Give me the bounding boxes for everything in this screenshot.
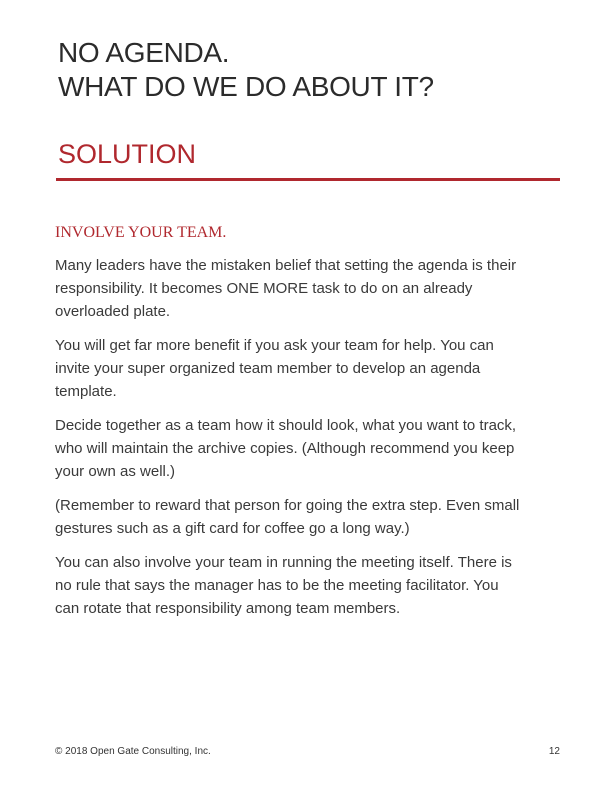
page-title-line-2: WHAT DO WE DO ABOUT IT? bbox=[58, 71, 434, 102]
paragraph-line: (Remember to reward that person for going the extra step. Even small bbox=[55, 497, 520, 514]
section-heading: SOLUTION bbox=[58, 139, 197, 169]
paragraph-2 bbox=[55, 334, 565, 403]
paragraph-line: Many leaders have the mistaken belief that setting the agenda is their bbox=[55, 257, 517, 274]
footer-page-number: 12 bbox=[548, 746, 560, 757]
paragraph-line: who will maintain the archive copies. (Although recommend you keep bbox=[55, 440, 515, 457]
paragraph-4 bbox=[55, 494, 565, 540]
paragraph-line: no rule that says the manager has to be the meeting facilitator. You bbox=[55, 577, 499, 594]
paragraph-line: You will get far more benefit if you ask your team for help. You can bbox=[55, 337, 494, 354]
section-subheading: INVOLVE YOUR TEAM. bbox=[55, 224, 227, 241]
paragraph-line: can rotate that responsibility among team members. bbox=[55, 600, 401, 617]
paragraph-line: your own as well.) bbox=[55, 463, 176, 480]
footer-copyright: © 2018 Open Gate Consulting, Inc. bbox=[55, 746, 211, 757]
body-text bbox=[55, 254, 565, 631]
paragraph-line: You can also involve your team in running the meeting itself. There is bbox=[55, 554, 512, 571]
paragraph-line: gestures such as a gift card for coffee go a long way.) bbox=[55, 520, 410, 537]
paragraph-line: responsibility. It becomes ONE MORE task to do on an already bbox=[55, 280, 473, 297]
paragraph-line: template. bbox=[55, 383, 117, 400]
page-title bbox=[58, 36, 578, 104]
paragraph-5 bbox=[55, 551, 565, 620]
page-title-line-1: NO AGENDA. bbox=[58, 37, 230, 68]
paragraph-3 bbox=[55, 414, 565, 483]
section-divider bbox=[56, 178, 560, 181]
paragraph-1 bbox=[55, 254, 565, 323]
paragraph-line: invite your super organized team member to develop an agenda bbox=[55, 360, 481, 377]
paragraph-line: Decide together as a team how it should look, what you want to track, bbox=[55, 417, 517, 434]
paragraph-line: overloaded plate. bbox=[55, 303, 171, 320]
